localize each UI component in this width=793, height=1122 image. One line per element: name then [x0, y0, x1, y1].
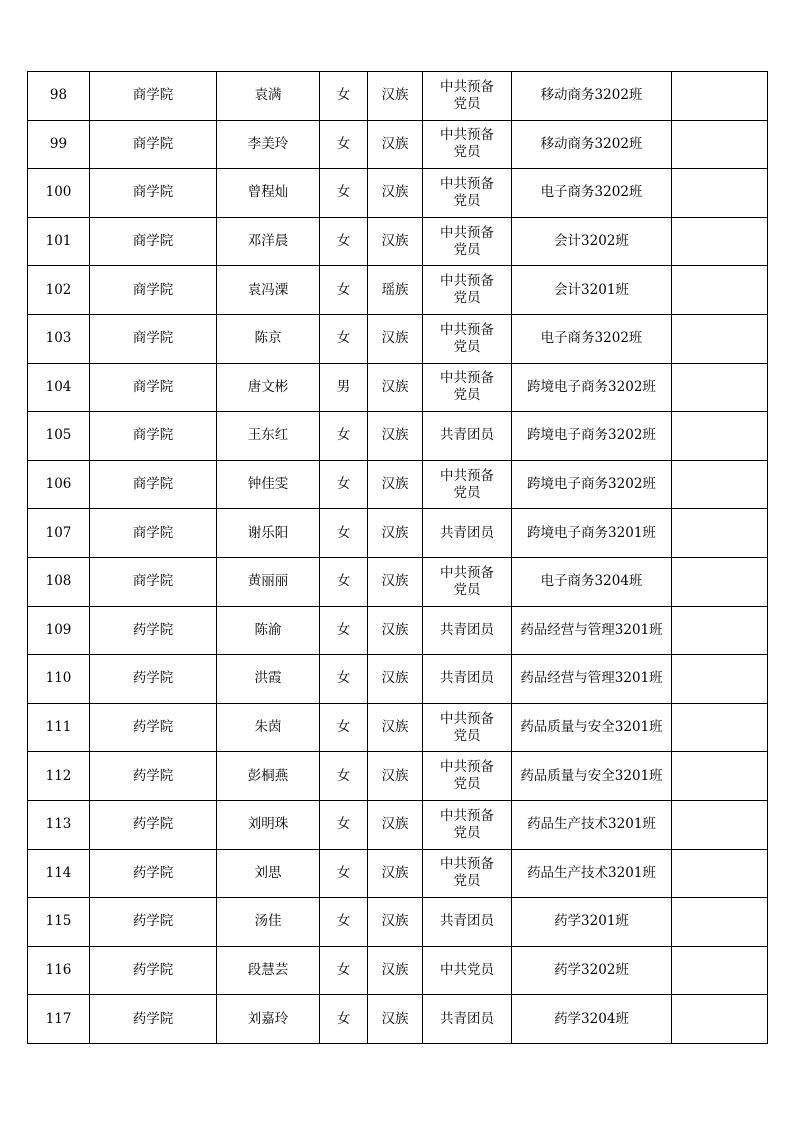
gender: 女: [320, 412, 368, 461]
table-row: [28, 314, 768, 363]
student-name: 段慧芸: [217, 946, 320, 995]
remark: [672, 460, 768, 509]
ethnicity: 汉族: [368, 703, 423, 752]
college: 商学院: [90, 266, 217, 315]
ethnicity: 汉族: [368, 120, 423, 169]
student-name: 唐文彬: [217, 363, 320, 412]
remark: [672, 169, 768, 218]
ethnicity: 汉族: [368, 72, 423, 121]
political-affiliation: 中共预备党员: [423, 363, 512, 412]
gender: 男: [320, 363, 368, 412]
class-name: 药品质量与安全3201班: [512, 752, 672, 801]
gender: 女: [320, 169, 368, 218]
remark: [672, 412, 768, 461]
row-number: 116: [28, 946, 90, 995]
political-affiliation: 中共预备党员: [423, 849, 512, 898]
ethnicity: 汉族: [368, 849, 423, 898]
college: 药学院: [90, 752, 217, 801]
class-name: 移动商务3202班: [512, 72, 672, 121]
ethnicity: 汉族: [368, 557, 423, 606]
political-affiliation: 中共预备党员: [423, 800, 512, 849]
remark: [672, 363, 768, 412]
student-name: 彭桐燕: [217, 752, 320, 801]
row-number: 106: [28, 460, 90, 509]
table-row: [28, 898, 768, 947]
gender: 女: [320, 217, 368, 266]
college: 药学院: [90, 655, 217, 704]
remark: [672, 655, 768, 704]
table-row: [28, 752, 768, 801]
student-name: 袁满: [217, 72, 320, 121]
table-row: [28, 849, 768, 898]
student-name: 李美玲: [217, 120, 320, 169]
remark: [672, 849, 768, 898]
student-name: 钟佳雯: [217, 460, 320, 509]
row-number: 99: [28, 120, 90, 169]
college: 商学院: [90, 460, 217, 509]
ethnicity: 汉族: [368, 898, 423, 947]
remark: [672, 557, 768, 606]
remark: [672, 703, 768, 752]
remark: [672, 995, 768, 1044]
political-affiliation: 共青团员: [423, 995, 512, 1044]
row-number: 109: [28, 606, 90, 655]
student-name: 洪霞: [217, 655, 320, 704]
table-row: [28, 995, 768, 1044]
row-number: 107: [28, 509, 90, 558]
remark: [672, 752, 768, 801]
political-affiliation: 中共预备党员: [423, 752, 512, 801]
class-name: 药品经营与管理3201班: [512, 606, 672, 655]
gender: 女: [320, 557, 368, 606]
political-affiliation: 共青团员: [423, 509, 512, 558]
ethnicity: 汉族: [368, 363, 423, 412]
table-row: [28, 703, 768, 752]
row-number: 110: [28, 655, 90, 704]
student-name: 陈渝: [217, 606, 320, 655]
gender: 女: [320, 898, 368, 947]
college: 药学院: [90, 606, 217, 655]
table-body: [28, 72, 768, 1044]
political-affiliation: 中共党员: [423, 946, 512, 995]
student-name: 刘思: [217, 849, 320, 898]
political-affiliation: 共青团员: [423, 655, 512, 704]
political-affiliation: 共青团员: [423, 898, 512, 947]
political-affiliation: 共青团员: [423, 412, 512, 461]
student-name: 谢乐阳: [217, 509, 320, 558]
student-roster-table: [27, 71, 768, 1044]
remark: [672, 946, 768, 995]
remark: [672, 898, 768, 947]
student-name: 袁冯溧: [217, 266, 320, 315]
ethnicity: 瑶族: [368, 266, 423, 315]
ethnicity: 汉族: [368, 412, 423, 461]
ethnicity: 汉族: [368, 800, 423, 849]
class-name: 跨境电子商务3202班: [512, 460, 672, 509]
student-name: 曾程灿: [217, 169, 320, 218]
gender: 女: [320, 266, 368, 315]
class-name: 药学3201班: [512, 898, 672, 947]
table-row: [28, 800, 768, 849]
class-name: 药品质量与安全3201班: [512, 703, 672, 752]
political-affiliation: 中共预备党员: [423, 314, 512, 363]
ethnicity: 汉族: [368, 314, 423, 363]
class-name: 跨境电子商务3201班: [512, 509, 672, 558]
student-name: 陈京: [217, 314, 320, 363]
gender: 女: [320, 655, 368, 704]
remark: [672, 266, 768, 315]
student-name: 刘明珠: [217, 800, 320, 849]
row-number: 112: [28, 752, 90, 801]
political-affiliation: 中共预备党员: [423, 460, 512, 509]
college: 药学院: [90, 849, 217, 898]
class-name: 药品生产技术3201班: [512, 800, 672, 849]
ethnicity: 汉族: [368, 606, 423, 655]
student-name: 朱茵: [217, 703, 320, 752]
table-row: [28, 655, 768, 704]
remark: [672, 314, 768, 363]
student-name: 黄丽丽: [217, 557, 320, 606]
table-row: [28, 363, 768, 412]
ethnicity: 汉族: [368, 752, 423, 801]
table-row: [28, 72, 768, 121]
table-row: [28, 169, 768, 218]
table-row: [28, 266, 768, 315]
row-number: 108: [28, 557, 90, 606]
class-name: 药品生产技术3201班: [512, 849, 672, 898]
row-number: 115: [28, 898, 90, 947]
row-number: 117: [28, 995, 90, 1044]
class-name: 药学3204班: [512, 995, 672, 1044]
ethnicity: 汉族: [368, 995, 423, 1044]
gender: 女: [320, 460, 368, 509]
row-number: 98: [28, 72, 90, 121]
row-number: 105: [28, 412, 90, 461]
gender: 女: [320, 120, 368, 169]
ethnicity: 汉族: [368, 217, 423, 266]
political-affiliation: 中共预备党员: [423, 120, 512, 169]
class-name: 电子商务3202班: [512, 169, 672, 218]
college: 药学院: [90, 800, 217, 849]
college: 商学院: [90, 169, 217, 218]
table-row: [28, 557, 768, 606]
row-number: 104: [28, 363, 90, 412]
table-row: [28, 120, 768, 169]
remark: [672, 606, 768, 655]
gender: 女: [320, 800, 368, 849]
political-affiliation: 中共预备党员: [423, 266, 512, 315]
remark: [672, 217, 768, 266]
row-number: 101: [28, 217, 90, 266]
student-name: 汤佳: [217, 898, 320, 947]
remark: [672, 509, 768, 558]
gender: 女: [320, 703, 368, 752]
row-number: 113: [28, 800, 90, 849]
class-name: 会计3201班: [512, 266, 672, 315]
college: 药学院: [90, 898, 217, 947]
college: 商学院: [90, 412, 217, 461]
table-row: [28, 606, 768, 655]
class-name: 跨境电子商务3202班: [512, 412, 672, 461]
class-name: 移动商务3202班: [512, 120, 672, 169]
student-name: 邓洋晨: [217, 217, 320, 266]
row-number: 111: [28, 703, 90, 752]
gender: 女: [320, 72, 368, 121]
table-row: [28, 460, 768, 509]
college: 药学院: [90, 995, 217, 1044]
class-name: 会计3202班: [512, 217, 672, 266]
row-number: 103: [28, 314, 90, 363]
class-name: 药学3202班: [512, 946, 672, 995]
student-name: 王东红: [217, 412, 320, 461]
political-affiliation: 中共预备党员: [423, 169, 512, 218]
ethnicity: 汉族: [368, 460, 423, 509]
row-number: 114: [28, 849, 90, 898]
college: 商学院: [90, 217, 217, 266]
row-number: 100: [28, 169, 90, 218]
class-name: 电子商务3204班: [512, 557, 672, 606]
ethnicity: 汉族: [368, 655, 423, 704]
college: 药学院: [90, 703, 217, 752]
college: 商学院: [90, 72, 217, 121]
ethnicity: 汉族: [368, 509, 423, 558]
class-name: 药品经营与管理3201班: [512, 655, 672, 704]
political-affiliation: 中共预备党员: [423, 217, 512, 266]
student-name: 刘嘉玲: [217, 995, 320, 1044]
college: 商学院: [90, 120, 217, 169]
gender: 女: [320, 314, 368, 363]
gender: 女: [320, 946, 368, 995]
political-affiliation: 共青团员: [423, 606, 512, 655]
ethnicity: 汉族: [368, 946, 423, 995]
political-affiliation: 中共预备党员: [423, 72, 512, 121]
political-affiliation: 中共预备党员: [423, 557, 512, 606]
table-row: [28, 509, 768, 558]
remark: [672, 120, 768, 169]
college: 商学院: [90, 509, 217, 558]
college: 商学院: [90, 314, 217, 363]
row-number: 102: [28, 266, 90, 315]
college: 商学院: [90, 363, 217, 412]
remark: [672, 72, 768, 121]
class-name: 跨境电子商务3202班: [512, 363, 672, 412]
political-affiliation: 中共预备党员: [423, 703, 512, 752]
gender: 女: [320, 509, 368, 558]
gender: 女: [320, 606, 368, 655]
table-row: [28, 412, 768, 461]
gender: 女: [320, 849, 368, 898]
class-name: 电子商务3202班: [512, 314, 672, 363]
table-row: [28, 217, 768, 266]
college: 药学院: [90, 946, 217, 995]
remark: [672, 800, 768, 849]
gender: 女: [320, 752, 368, 801]
ethnicity: 汉族: [368, 169, 423, 218]
table-row: [28, 946, 768, 995]
college: 商学院: [90, 557, 217, 606]
gender: 女: [320, 995, 368, 1044]
